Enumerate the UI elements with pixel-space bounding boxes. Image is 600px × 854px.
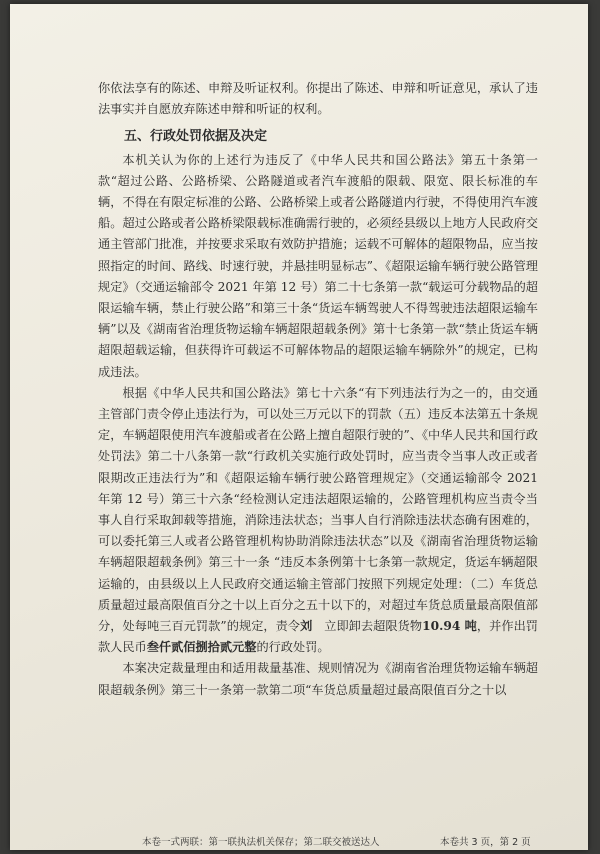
document-body [98,78,538,701]
penalty-text-d: 的行政处罚。 [256,640,330,655]
penalty-text-b: 立即卸去超限货物 [324,619,423,634]
paragraph-violation: 本机关认为你的上述行为违反了《中华人民共和国公路法》第五十条第一款“超过公路、公路桥梁、公路隧道或者汽车渡船的限载、限宽、限长标准的车辆，不得在有限定标准的公路、公路桥梁上或者公路隧道内行驶，不得使用汽车渡船。超过公路或者公路桥梁限载标准确需行驶的，必须经县级以上地方人民政府交通主管部门批准，并按要求采取有效防护措施；运载不可解体的超限物品，应当按照指定的时间、路线、时速行驶，并悬挂明显标志”、《超限运输车辆行驶公路管理规定》（交通运输部令 2021 年第 12 号）第二十七条第一款“载运可分载物品的超限运输车辆，禁止行驶公路”和第三十条“货运车辆驾驶人不得驾驶违法超限运输车辆”以及《湖南省治理货物运输车辆超限超载条例》第十七条第一款“禁止货运车辆超限超载运输，但获得许可载运不可解体物品的超限运输车辆除外”的规定，已构成违法。 [98,152,538,379]
party-name: 刘 [300,619,313,634]
paragraph-discretion: 本案决定裁量理由和适用裁量基准、规则情况为《湖南省治理货物运输车辆超限超载条例》第三十一条第一款第二项“车货总质量超过最高限值百分之十以 [98,661,538,697]
paragraph-rights: 你依法享有的陈述、申辩及听证权利。你提出了陈述、申辩和听证意见，承认了违法事实并自愿放弃陈述申辩和听证的权利。 [98,81,538,117]
fine-amount: 叁仟贰佰捌拾贰元整 [146,640,257,655]
paragraph-penalty [98,383,538,659]
overload-tons: 10.94 吨 [422,619,477,634]
section-title: 五、行政处罚依据及决定 [124,129,268,145]
footer-page-number: 本卷共 3 页，第 2 页 [440,837,531,848]
penalty-text-c: ，并作出罚款人民币 [98,619,538,655]
document-page [10,4,588,850]
penalty-text-a: 根据《中华人民共和国公路法》第七十六条“有下列违法行为之一的，由交通主管部门责令停止违法行为，可以处三万元以下的罚款（五）违反本法第五十条规定，车辆超限使用汽车渡船或者在公路上擅自超限行驶的”、《中华人民共和国行政处罚法》第二十八条第一款“行政机关实施行政处罚时，应当责令当事人改正或者限期改正违法行为”和《超限运输车辆行驶公路管理规定》（交通运输部令 2021 年第 12 号）第三十六条“经检测认定违法超限运输的，公路管理机构应当责令当事人自行采取卸载等措施，消除违法状态；当事人自行消除违法状态确有困难的，可以委托第三人或者公路管理机构协助消除违法状态”以及《湖南省治理货物运输车辆超限超载条例》第三十一条 “违反本条例第十七条第一款规定，货运车辆超限运输的，由县级以上人民政府交通运输主管部门按照下列规定处理：（二）车货总质量超过最高限值百分之十以上百分之五十以下的，对超过车货总质量最高限值部分，处每吨三百元罚款”的规定，责令 [98,385,538,634]
footer-copies-note: 本卷一式两联：第一联执法机关保存；第二联交被送达人 [142,837,380,848]
